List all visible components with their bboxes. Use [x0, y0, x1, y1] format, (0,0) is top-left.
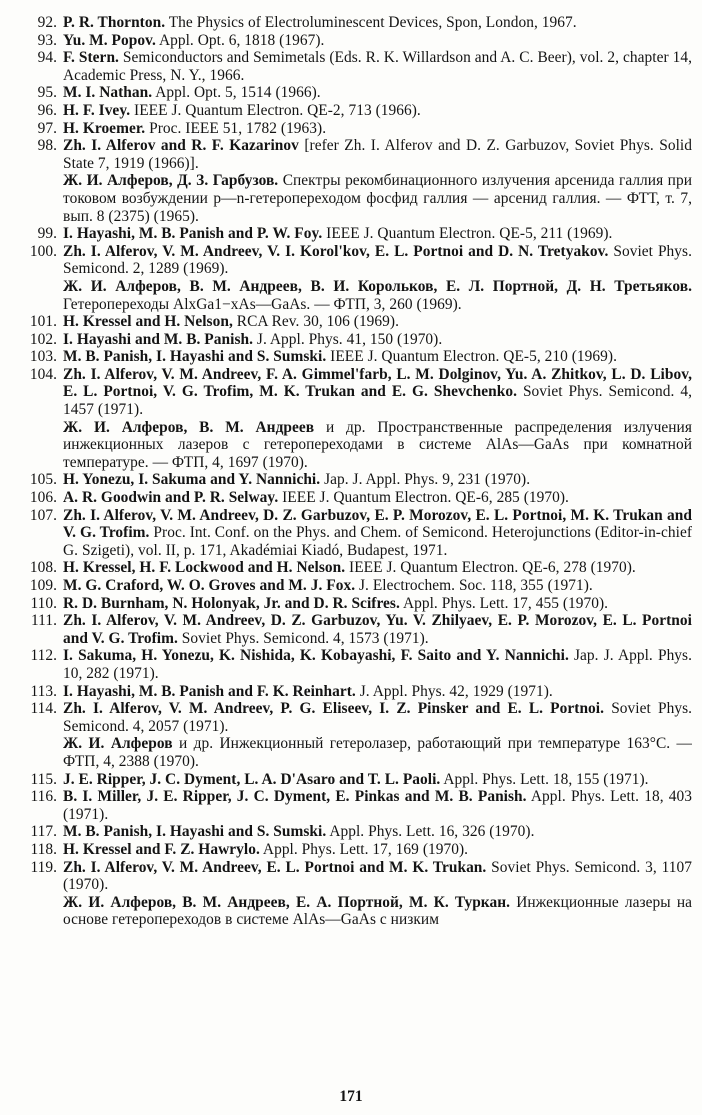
reference-number: 111.: [31, 612, 57, 630]
reference-entry: [24, 102, 692, 120]
reference-number: 95.: [37, 84, 57, 102]
russian-authors: Ж. И. Алферов: [63, 735, 173, 753]
reference-authors: Zh. I. Alferov, V. M. Andreev, E. L. Portnoi and M. K. Trukan.: [63, 858, 487, 876]
reference-number: 116.: [30, 788, 57, 806]
russian-citation-text: Инжекционные лазеры на основе гетеропереходов в системе AlAs—GaAs с низким: [63, 893, 692, 929]
reference-body: [63, 331, 692, 349]
reference-authors: B. I. Miller, J. E. Ripper, J. C. Dyment, E. Pinkas and M. B. Panish.: [63, 788, 527, 806]
reference-entry: [24, 559, 692, 577]
reference-authors: H. F. Ivey.: [63, 101, 131, 119]
reference-citation: Soviet Phys. Semicond. 2, 1289 (1969).: [63, 242, 692, 278]
reference-entry: [24, 331, 692, 349]
reference-entry: [24, 348, 692, 366]
reference-authors: H. Kressel and H. Nelson,: [63, 313, 233, 331]
reference-authors: I. Hayashi, M. B. Panish and F. K. Reinhart.: [63, 682, 356, 700]
reference-authors: H. Kressel, H. F. Lockwood and H. Nelson.: [63, 559, 346, 577]
reference-citation: Appl. Phys. Lett. 18, 403 (1971).: [63, 788, 693, 823]
reference-citation: [refer Zh. I. Alferov and D. Z. Garbuzov, Soviet Phys. Solid State 7, 1919 (1966)].: [63, 137, 692, 172]
reference-authors: R. D. Burnham, N. Holonyak, Jr. and D. R. Scifres.: [63, 594, 400, 612]
reference-number: 118.: [30, 840, 57, 858]
reference-citation: J. Electrochem. Soc. 118, 355 (1971).: [359, 577, 593, 594]
russian-citation-text: и др. Инжекционный гетеролазер, работающий при температуре 163°С. — ФТП, 4, 2388 (1970).: [63, 735, 692, 770]
reference-body: [63, 471, 692, 489]
reference-number: 98.: [37, 137, 57, 155]
russian-authors: Ж. И. Алферов, В. М. Андреев, Е. А. Портной, М. К. Туркан.: [63, 893, 511, 911]
reference-authors: A. R. Goodwin and P. R. Selway.: [63, 489, 279, 507]
reference-authors: J. E. Ripper, J. C. Dyment, L. A. D'Asaro and T. L. Paoli.: [63, 770, 441, 788]
reference-body: [63, 683, 692, 701]
reference-entry: [24, 49, 692, 84]
russian-citation: [63, 419, 692, 472]
reference-entry: [24, 313, 692, 331]
russian-citation-text: и др. Пространственные распределения излучения инжекционных лазеров с гетеропереходами в системе AlAs—GaAs при комнатной температуре. — ФТП, 4, 1697 (1970).: [63, 418, 692, 471]
reference-body: [63, 225, 692, 243]
reference-body: [63, 859, 692, 929]
reference-body: [63, 595, 692, 613]
reference-body: [63, 14, 692, 32]
reference-citation: Appl. Phys. Lett. 18, 155 (1971).: [443, 770, 649, 788]
reference-body: [63, 788, 692, 823]
reference-authors: Zh. I. Alferov, V. M. Andreev, D. Z. Garbuzov, E. P. Morozov, E. L. Portnoi, M. K. Trukan and V. G. Trofim.: [63, 506, 692, 542]
reference-authors: M. B. Panish, I. Hayashi and S. Sumski.: [63, 348, 327, 366]
reference-entry: [24, 788, 692, 823]
reference-citation: RCA Rev. 30, 106 (1969).: [236, 313, 399, 331]
reference-body: [63, 348, 692, 366]
reference-body: [63, 49, 692, 84]
reference-number: 119.: [30, 858, 57, 876]
reference-citation: Semiconductors and Semimetals (Eds. R. K. Willardson and A. C. Beer), vol. 2, chapter 14, Academic Press, N. Y., 1966.: [63, 49, 692, 84]
reference-citation: IEEE J. Quantum Electron. QE-5, 211 (1969).: [326, 225, 613, 243]
russian-citation-text: Гетеропереходы AlxGa1−xAs—GaAs. — ФТП, 3, 260 (1969).: [63, 295, 462, 313]
reference-body: [63, 120, 692, 138]
reference-list: [24, 14, 692, 929]
reference-entry: [24, 595, 692, 613]
reference-entry: [24, 489, 692, 507]
reference-entry: [24, 647, 692, 682]
reference-number: 108.: [29, 559, 57, 577]
russian-citation: [63, 172, 692, 225]
reference-citation: Soviet Phys. Semicond. 4, 2057 (1971).: [63, 700, 693, 735]
reference-entry: [24, 771, 692, 789]
reference-body: [63, 841, 692, 859]
reference-authors: F. Stern.: [63, 49, 119, 67]
reference-entry: [24, 823, 692, 841]
reference-citation: Jap. J. Appl. Phys. 9, 231 (1970).: [324, 471, 531, 489]
reference-body: [63, 243, 692, 313]
reference-body: [63, 84, 692, 102]
reference-body: [63, 647, 692, 682]
page-number: 171: [339, 1088, 363, 1105]
reference-number: 99.: [37, 225, 57, 243]
reference-citation: Appl. Phys. Lett. 17, 169 (1970).: [262, 840, 469, 858]
reference-entry: [24, 859, 692, 929]
reference-citation: Appl. Phys. Lett. 16, 326 (1970).: [329, 823, 535, 841]
reference-number: 114.: [30, 700, 57, 718]
reference-number: 109.: [29, 577, 57, 594]
reference-body: [63, 32, 692, 50]
reference-entry: [24, 32, 692, 50]
reference-authors: M. B. Panish, I. Hayashi and S. Sumski.: [63, 823, 327, 841]
reference-number: 103.: [29, 348, 57, 366]
reference-citation: Appl. Opt. 6, 1818 (1967).: [158, 31, 325, 49]
reference-authors: M. G. Craford, W. O. Groves and M. J. Fox.: [63, 577, 356, 594]
reference-body: [63, 313, 692, 331]
reference-authors: I. Sakuma, H. Yonezu, K. Nishida, K. Kobayashi, F. Saito and Y. Nannichi.: [63, 647, 569, 665]
russian-authors: Ж. И. Алферов, В. М. Андреев, В. И. Корольков, Е. Л. Портной, Д. Н. Третьяков.: [63, 277, 692, 295]
reference-entry: [24, 577, 692, 595]
reference-number: 101.: [29, 313, 57, 331]
reference-authors: Yu. M. Popov.: [63, 31, 156, 49]
reference-authors: I. Hayashi and M. B. Panish.: [63, 330, 253, 348]
reference-citation: Jap. J. Appl. Phys. 10, 282 (1971).: [63, 647, 692, 682]
reference-authors: Zh. I. Alferov, V. M. Andreev, P. G. Eliseev, I. Z. Pinsker and E. L. Portnoi.: [63, 700, 605, 718]
russian-citation: [63, 278, 692, 313]
russian-citation: [63, 894, 692, 929]
reference-entry: [24, 841, 692, 859]
reference-entry: [24, 507, 692, 560]
reference-number: 117.: [30, 823, 57, 841]
reference-citation: J. Appl. Phys. 42, 1929 (1971).: [359, 682, 553, 700]
reference-authors: I. Hayashi, M. B. Panish and P. W. Foy.: [63, 225, 323, 243]
reference-citation: IEEE J. Quantum Electron. QE-6, 285 (1970).: [282, 489, 569, 507]
reference-number: 115.: [30, 770, 57, 788]
reference-entry: [24, 366, 692, 472]
russian-authors: Ж. И. Алферов, Д. З. Гарбузов.: [63, 172, 279, 190]
reference-citation: The Physics of Electroluminescent Devices, Spon, London, 1967.: [168, 14, 577, 31]
reference-number: 100.: [29, 242, 57, 260]
reference-citation: Soviet Phys. Semicond. 4, 1457 (1971).: [63, 383, 692, 419]
reference-number: 106.: [29, 489, 57, 507]
reference-citation: Appl. Opt. 5, 1514 (1966).: [155, 84, 321, 102]
reference-entry: [24, 700, 692, 770]
reference-number: 96.: [37, 101, 57, 119]
reference-number: 105.: [29, 471, 57, 489]
reference-citation: IEEE J. Quantum Electron. QE-2, 713 (1966).: [134, 101, 421, 119]
reference-entry: [24, 120, 692, 138]
reference-citation: Proc. Int. Conf. on the Phys. and Chem. of Semicond. Heterojunctions (Editor-in-chief G. Szigeti), vol. II, p. 171, Akadémiai Kiadó, Budapest, 1971.: [63, 524, 692, 559]
reference-body: [63, 366, 692, 472]
russian-authors: Ж. И. Алферов, В. М. Андреев: [63, 418, 315, 436]
reference-entry: [24, 612, 692, 647]
reference-entry: [24, 137, 692, 225]
reference-authors: Zh. I. Alferov, V. M. Andreev, V. I. Korol'kov, E. L. Portnoi and D. N. Tretyakov.: [63, 242, 609, 260]
reference-authors: M. I. Nathan.: [63, 84, 153, 102]
reference-entry: [24, 243, 692, 313]
reference-authors: P. R. Thornton.: [63, 14, 166, 31]
reference-body: [63, 137, 692, 225]
reference-number: 112.: [30, 647, 57, 665]
reference-body: [63, 577, 692, 595]
russian-citation-text: Спектры рекомбинационного излучения арсенида галлия при токовом возбуждении p—n-гетеропереходом фосфид галлия — арсенид галлия. — ФТТ, т. 7, вып. 8 (2375) (1965).: [63, 172, 692, 225]
reference-body: [63, 559, 692, 577]
reference-number: 113.: [30, 682, 57, 700]
reference-citation: Appl. Phys. Lett. 17, 455 (1970).: [402, 594, 609, 612]
reference-number: 110.: [30, 594, 57, 612]
reference-body: [63, 102, 692, 120]
reference-entry: [24, 84, 692, 102]
reference-entry: [24, 225, 692, 243]
reference-number: 102.: [29, 330, 57, 348]
reference-authors: Zh. I. Alferov, V. M. Andreev, F. A. Gimmel'farb, L. M. Dolginov, Yu. A. Zhitkov, L. D. Libov, E. L. Portnoi, V. G. Trofim, M. K. Trukan and E. G. Shevchenko.: [63, 365, 692, 401]
reference-number: 92.: [37, 14, 57, 31]
reference-number: 94.: [37, 49, 57, 67]
reference-authors: Zh. I. Alferov, V. M. Andreev, D. Z. Garbuzov, Yu. V. Zhilyaev, E. P. Morozov, E. L. Portnoi and V. G. Trofim.: [63, 612, 692, 647]
reference-body: [63, 771, 692, 789]
reference-body: [63, 700, 692, 770]
reference-entry: [24, 14, 692, 32]
reference-citation: IEEE J. Quantum Electron. QE-6, 278 (1970).: [349, 559, 636, 577]
reference-number: 104.: [29, 365, 57, 383]
reference-citation: Soviet Phys. Semicond. 3, 1107 (1970).: [63, 858, 692, 894]
reference-body: [63, 507, 692, 560]
reference-authors: H. Kressel and F. Z. Hawrylo.: [63, 840, 260, 858]
reference-citation: J. Appl. Phys. 41, 150 (1970).: [256, 330, 443, 348]
russian-citation: [63, 735, 692, 770]
reference-number: 97.: [37, 119, 57, 137]
reference-citation: IEEE J. Quantum Electron. QE-5, 210 (1969).: [330, 348, 617, 366]
reference-authors: H. Kroemer.: [63, 119, 146, 137]
reference-authors: Zh. I. Alferov and R. F. Kazarinov: [63, 137, 299, 155]
reference-body: [63, 612, 692, 647]
reference-authors: H. Yonezu, I. Sakuma and Y. Nannichi.: [63, 471, 321, 489]
reference-entry: [24, 683, 692, 701]
reference-body: [63, 489, 692, 507]
reference-number: 93.: [37, 31, 57, 49]
reference-entry: [24, 471, 692, 489]
reference-number: 107.: [29, 506, 57, 524]
reference-citation: Proc. IEEE 51, 1782 (1963).: [149, 119, 327, 137]
reference-citation: Soviet Phys. Semicond. 4, 1573 (1971).: [181, 629, 429, 647]
reference-body: [63, 823, 692, 841]
